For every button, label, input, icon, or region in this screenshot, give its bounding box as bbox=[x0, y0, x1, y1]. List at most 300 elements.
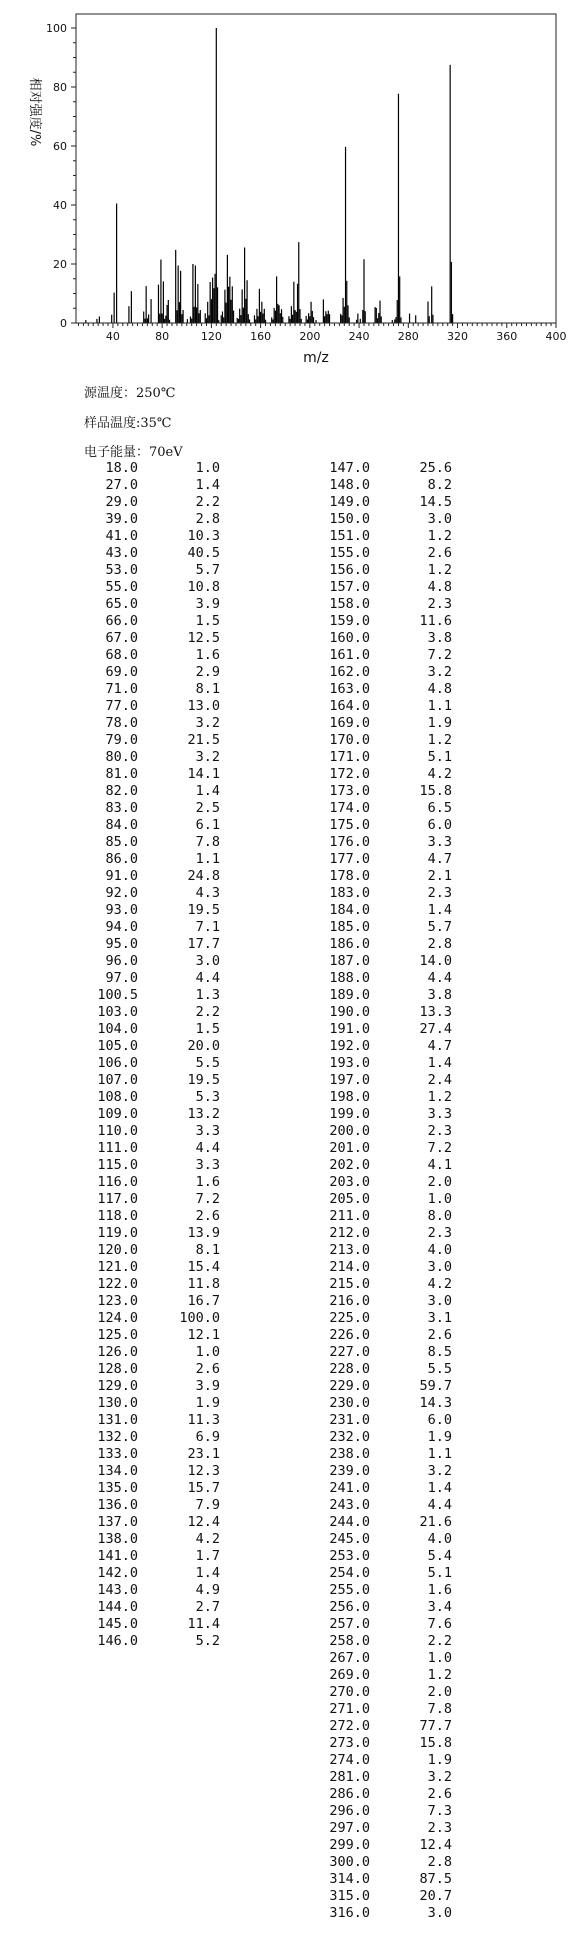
peak-mz: 77.0 bbox=[105, 698, 138, 714]
peak-mz: 41.0 bbox=[105, 528, 138, 544]
peak-mz: 110.0 bbox=[97, 1123, 138, 1139]
peak-mz: 258.0 bbox=[329, 1633, 370, 1649]
peak-abundance: 100.0 bbox=[179, 1310, 220, 1326]
peak-abundance: 1.6 bbox=[427, 1582, 452, 1598]
peak-mz: 123.0 bbox=[97, 1293, 138, 1309]
peak-mz: 29.0 bbox=[105, 494, 138, 510]
peak-abundance: 3.9 bbox=[195, 596, 220, 612]
peak-abundance: 2.0 bbox=[427, 1684, 452, 1700]
peak-abundance: 7.8 bbox=[195, 834, 220, 850]
peak-mz: 103.0 bbox=[97, 1004, 138, 1020]
peak-mz: 108.0 bbox=[97, 1089, 138, 1105]
peak-abundance: 1.1 bbox=[195, 851, 220, 867]
peak-mz: 171.0 bbox=[329, 749, 370, 765]
sample-temperature: 样品温度:35℃ bbox=[84, 416, 172, 431]
peak-mz: 214.0 bbox=[329, 1259, 370, 1275]
peak-abundance: 3.1 bbox=[427, 1310, 452, 1326]
peak-abundance: 1.9 bbox=[427, 715, 452, 731]
peak-abundance: 1.4 bbox=[195, 477, 220, 493]
peak-abundance: 4.1 bbox=[427, 1157, 452, 1173]
peak-mz: 244.0 bbox=[329, 1514, 370, 1530]
peak-mz: 117.0 bbox=[97, 1191, 138, 1207]
spectrum-bars bbox=[86, 28, 453, 323]
peak-mz: 93.0 bbox=[105, 902, 138, 918]
peak-mz: 143.0 bbox=[97, 1582, 138, 1598]
peak-abundance: 2.6 bbox=[427, 1327, 452, 1343]
peak-mz: 286.0 bbox=[329, 1786, 370, 1802]
peak-abundance: 1.4 bbox=[427, 1480, 452, 1496]
peak-mz: 315.0 bbox=[329, 1888, 370, 1904]
peak-abundance: 40.5 bbox=[187, 545, 220, 561]
x-tick-label: 120 bbox=[200, 330, 222, 343]
peak-mz: 225.0 bbox=[329, 1310, 370, 1326]
peak-abundance: 2.3 bbox=[427, 1225, 452, 1241]
peak-mz: 158.0 bbox=[329, 596, 370, 612]
peak-abundance: 3.0 bbox=[427, 511, 452, 527]
x-tick-label: 400 bbox=[545, 330, 567, 343]
peak-mz: 109.0 bbox=[97, 1106, 138, 1122]
peak-mz: 144.0 bbox=[97, 1599, 138, 1615]
peak-mz: 299.0 bbox=[329, 1837, 370, 1853]
peak-abundance: 27.4 bbox=[419, 1021, 452, 1037]
peak-mz: 253.0 bbox=[329, 1548, 370, 1564]
peak-abundance: 2.6 bbox=[195, 1208, 220, 1224]
peak-mz: 156.0 bbox=[329, 562, 370, 578]
peak-abundance: 15.8 bbox=[419, 783, 452, 799]
peak-abundance: 4.3 bbox=[195, 885, 220, 901]
peak-mz: 254.0 bbox=[329, 1565, 370, 1581]
peak-mz: 184.0 bbox=[329, 902, 370, 918]
peak-abundance: 1.3 bbox=[195, 987, 220, 1003]
x-axis-ticks bbox=[78, 323, 566, 343]
peak-mz: 270.0 bbox=[329, 1684, 370, 1700]
peak-mz: 122.0 bbox=[97, 1276, 138, 1292]
peak-mz: 126.0 bbox=[97, 1344, 138, 1360]
peak-abundance: 7.9 bbox=[195, 1497, 220, 1513]
peak-mz: 119.0 bbox=[97, 1225, 138, 1241]
peak-mz: 147.0 bbox=[329, 460, 370, 476]
peak-mz: 201.0 bbox=[329, 1140, 370, 1156]
peak-abundance: 14.0 bbox=[419, 953, 452, 969]
peak-abundance: 4.2 bbox=[427, 1276, 452, 1292]
peak-mz: 67.0 bbox=[105, 630, 138, 646]
peak-abundance: 12.4 bbox=[419, 1837, 452, 1853]
peak-mz: 78.0 bbox=[105, 715, 138, 731]
peak-mz: 151.0 bbox=[329, 528, 370, 544]
peak-abundance: 24.8 bbox=[187, 868, 220, 884]
peak-abundance: 20.0 bbox=[187, 1038, 220, 1054]
peak-abundance: 3.9 bbox=[195, 1378, 220, 1394]
peak-abundance: 1.6 bbox=[195, 1174, 220, 1190]
peak-abundance: 2.3 bbox=[427, 1820, 452, 1836]
peak-abundance: 6.0 bbox=[427, 1412, 452, 1428]
peak-mz: 172.0 bbox=[329, 766, 370, 782]
peak-abundance: 8.2 bbox=[427, 477, 452, 493]
peak-abundance: 5.5 bbox=[427, 1361, 452, 1377]
peak-mz: 238.0 bbox=[329, 1446, 370, 1462]
peak-abundance: 3.0 bbox=[195, 953, 220, 969]
peak-abundance: 1.2 bbox=[427, 562, 452, 578]
peak-abundance: 4.2 bbox=[195, 1531, 220, 1547]
peak-mz: 188.0 bbox=[329, 970, 370, 986]
peak-mz: 176.0 bbox=[329, 834, 370, 850]
peak-mz: 297.0 bbox=[329, 1820, 370, 1836]
peak-mz: 104.0 bbox=[97, 1021, 138, 1037]
peak-abundance: 4.8 bbox=[427, 579, 452, 595]
peak-mz: 97.0 bbox=[105, 970, 138, 986]
peak-mz: 170.0 bbox=[329, 732, 370, 748]
peak-abundance: 1.0 bbox=[195, 460, 220, 476]
peak-mz: 203.0 bbox=[329, 1174, 370, 1190]
peak-mz: 118.0 bbox=[97, 1208, 138, 1224]
peak-mz: 245.0 bbox=[329, 1531, 370, 1547]
peak-mz: 148.0 bbox=[329, 477, 370, 493]
y-axis-ticks bbox=[46, 22, 76, 330]
peak-abundance: 13.2 bbox=[187, 1106, 220, 1122]
peak-abundance: 3.3 bbox=[195, 1157, 220, 1173]
peak-mz: 39.0 bbox=[105, 511, 138, 527]
peak-abundance: 2.6 bbox=[427, 545, 452, 561]
peak-mz: 174.0 bbox=[329, 800, 370, 816]
peak-mz: 197.0 bbox=[329, 1072, 370, 1088]
peak-mz: 192.0 bbox=[329, 1038, 370, 1054]
peak-mz: 200.0 bbox=[329, 1123, 370, 1139]
peak-abundance: 2.2 bbox=[195, 1004, 220, 1020]
peak-abundance: 4.9 bbox=[195, 1582, 220, 1598]
peak-abundance: 1.4 bbox=[195, 1565, 220, 1581]
peak-abundance: 5.1 bbox=[427, 749, 452, 765]
peak-abundance: 7.6 bbox=[427, 1616, 452, 1632]
peak-abundance: 2.3 bbox=[427, 1123, 452, 1139]
peak-abundance: 16.7 bbox=[187, 1293, 220, 1309]
peak-mz: 105.0 bbox=[97, 1038, 138, 1054]
peak-abundance: 4.7 bbox=[427, 851, 452, 867]
peak-abundance: 1.5 bbox=[195, 613, 220, 629]
peak-mz: 216.0 bbox=[329, 1293, 370, 1309]
peak-mz: 193.0 bbox=[329, 1055, 370, 1071]
peak-mz: 120.0 bbox=[97, 1242, 138, 1258]
peak-abundance: 11.6 bbox=[419, 613, 452, 629]
peak-abundance: 3.0 bbox=[427, 1259, 452, 1275]
peak-abundance: 1.2 bbox=[427, 732, 452, 748]
peak-mz: 80.0 bbox=[105, 749, 138, 765]
peak-mz: 187.0 bbox=[329, 953, 370, 969]
y-tick-label: 20 bbox=[53, 258, 67, 271]
peak-abundance: 15.7 bbox=[187, 1480, 220, 1496]
peak-mz: 94.0 bbox=[105, 919, 138, 935]
peak-abundance: 4.8 bbox=[427, 681, 452, 697]
peak-abundance: 1.0 bbox=[427, 1191, 452, 1207]
peak-mz: 198.0 bbox=[329, 1089, 370, 1105]
peak-mz: 178.0 bbox=[329, 868, 370, 884]
peak-mz: 66.0 bbox=[105, 613, 138, 629]
peak-abundance: 3.8 bbox=[427, 630, 452, 646]
peak-mz: 83.0 bbox=[105, 800, 138, 816]
peak-abundance: 10.3 bbox=[187, 528, 220, 544]
peak-abundance: 7.2 bbox=[427, 647, 452, 663]
peak-mz: 133.0 bbox=[97, 1446, 138, 1462]
peak-mz: 300.0 bbox=[329, 1854, 370, 1870]
peak-abundance: 1.4 bbox=[427, 902, 452, 918]
peak-mz: 257.0 bbox=[329, 1616, 370, 1632]
peak-mz: 142.0 bbox=[97, 1565, 138, 1581]
x-tick-label: 280 bbox=[397, 330, 419, 343]
mass-spectrum-chart bbox=[0, 0, 570, 375]
peak-mz: 267.0 bbox=[329, 1650, 370, 1666]
peak-abundance: 1.4 bbox=[427, 1055, 452, 1071]
peak-mz: 255.0 bbox=[329, 1582, 370, 1598]
peak-abundance: 8.1 bbox=[195, 681, 220, 697]
peak-mz: 121.0 bbox=[97, 1259, 138, 1275]
peak-mz: 135.0 bbox=[97, 1480, 138, 1496]
peak-abundance: 4.4 bbox=[427, 970, 452, 986]
peak-mz: 241.0 bbox=[329, 1480, 370, 1496]
peak-abundance: 5.3 bbox=[195, 1089, 220, 1105]
peak-mz: 107.0 bbox=[97, 1072, 138, 1088]
peak-abundance: 2.5 bbox=[195, 800, 220, 816]
peak-mz: 128.0 bbox=[97, 1361, 138, 1377]
x-tick-label: 80 bbox=[155, 330, 170, 343]
peak-mz: 132.0 bbox=[97, 1429, 138, 1445]
peak-mz: 138.0 bbox=[97, 1531, 138, 1547]
peak-abundance: 1.0 bbox=[427, 1650, 452, 1666]
peak-mz: 141.0 bbox=[97, 1548, 138, 1564]
peak-mz: 212.0 bbox=[329, 1225, 370, 1241]
peak-abundance: 10.8 bbox=[187, 579, 220, 595]
peak-mz: 79.0 bbox=[105, 732, 138, 748]
peak-mz: 130.0 bbox=[97, 1395, 138, 1411]
peak-abundance: 3.2 bbox=[427, 1769, 452, 1785]
peak-abundance: 3.3 bbox=[427, 834, 452, 850]
peak-mz: 91.0 bbox=[105, 868, 138, 884]
peak-abundance: 7.1 bbox=[195, 919, 220, 935]
peak-abundance: 2.1 bbox=[427, 868, 452, 884]
peak-mz: 86.0 bbox=[105, 851, 138, 867]
peak-abundance: 5.7 bbox=[427, 919, 452, 935]
peak-mz: 183.0 bbox=[329, 885, 370, 901]
peak-mz: 129.0 bbox=[97, 1378, 138, 1394]
peak-abundance: 2.3 bbox=[427, 596, 452, 612]
peak-abundance: 12.3 bbox=[187, 1463, 220, 1479]
peak-abundance: 17.7 bbox=[187, 936, 220, 952]
peak-mz: 190.0 bbox=[329, 1004, 370, 1020]
plot-frame bbox=[76, 14, 556, 323]
peak-mz: 137.0 bbox=[97, 1514, 138, 1530]
y-tick-label: 40 bbox=[53, 199, 67, 212]
peak-mz: 228.0 bbox=[329, 1361, 370, 1377]
peak-mz: 173.0 bbox=[329, 783, 370, 799]
x-tick-label: 240 bbox=[348, 330, 370, 343]
peak-abundance: 14.3 bbox=[419, 1395, 452, 1411]
peak-abundance: 6.0 bbox=[427, 817, 452, 833]
peak-mz: 231.0 bbox=[329, 1412, 370, 1428]
electron-energy: 电子能量：70eV bbox=[84, 445, 183, 460]
peak-mz: 256.0 bbox=[329, 1599, 370, 1615]
peak-abundance: 19.5 bbox=[187, 902, 220, 918]
peak-mz: 272.0 bbox=[329, 1718, 370, 1734]
peak-abundance: 21.6 bbox=[419, 1514, 452, 1530]
peak-abundance: 3.2 bbox=[195, 749, 220, 765]
peak-abundance: 4.2 bbox=[427, 766, 452, 782]
peak-abundance: 2.2 bbox=[195, 494, 220, 510]
peak-mz: 55.0 bbox=[105, 579, 138, 595]
peak-mz: 199.0 bbox=[329, 1106, 370, 1122]
peak-abundance: 3.2 bbox=[195, 715, 220, 731]
peak-mz: 314.0 bbox=[329, 1871, 370, 1887]
peak-abundance: 7.2 bbox=[195, 1191, 220, 1207]
y-tick-label: 100 bbox=[46, 22, 67, 35]
peak-mz: 71.0 bbox=[105, 681, 138, 697]
peak-abundance: 2.9 bbox=[195, 664, 220, 680]
peak-abundance: 7.3 bbox=[427, 1803, 452, 1819]
peak-mz: 163.0 bbox=[329, 681, 370, 697]
peak-mz: 96.0 bbox=[105, 953, 138, 969]
peak-abundance: 1.2 bbox=[427, 1089, 452, 1105]
peak-mz: 226.0 bbox=[329, 1327, 370, 1343]
peak-abundance: 3.3 bbox=[195, 1123, 220, 1139]
peak-abundance: 4.4 bbox=[427, 1497, 452, 1513]
peak-abundance: 2.8 bbox=[195, 511, 220, 527]
peak-mz: 85.0 bbox=[105, 834, 138, 850]
peak-mz: 189.0 bbox=[329, 987, 370, 1003]
peak-abundance: 4.0 bbox=[427, 1242, 452, 1258]
peak-abundance: 3.2 bbox=[427, 664, 452, 680]
peak-mz: 131.0 bbox=[97, 1412, 138, 1428]
peak-abundance: 8.0 bbox=[427, 1208, 452, 1224]
peak-mz: 274.0 bbox=[329, 1752, 370, 1768]
peak-abundance: 1.2 bbox=[427, 1667, 452, 1683]
peak-abundance: 13.3 bbox=[419, 1004, 452, 1020]
peak-abundance: 23.1 bbox=[187, 1446, 220, 1462]
peak-abundance: 13.9 bbox=[187, 1225, 220, 1241]
peak-abundance: 15.4 bbox=[187, 1259, 220, 1275]
peak-abundance: 2.8 bbox=[427, 1854, 452, 1870]
peak-abundance: 5.5 bbox=[195, 1055, 220, 1071]
peak-abundance: 1.1 bbox=[427, 698, 452, 714]
peak-abundance: 2.6 bbox=[427, 1786, 452, 1802]
peak-mz: 149.0 bbox=[329, 494, 370, 510]
peak-abundance: 3.3 bbox=[427, 1106, 452, 1122]
peak-mz: 227.0 bbox=[329, 1344, 370, 1360]
peak-mz: 124.0 bbox=[97, 1310, 138, 1326]
peak-mz: 69.0 bbox=[105, 664, 138, 680]
peak-abundance: 15.8 bbox=[419, 1735, 452, 1751]
peak-mz: 243.0 bbox=[329, 1497, 370, 1513]
peak-abundance: 21.5 bbox=[187, 732, 220, 748]
peak-abundance: 2.3 bbox=[427, 885, 452, 901]
peak-abundance: 2.7 bbox=[195, 1599, 220, 1615]
peak-mz: 65.0 bbox=[105, 596, 138, 612]
y-tick-label: 60 bbox=[53, 140, 67, 153]
peak-mz: 232.0 bbox=[329, 1429, 370, 1445]
peak-abundance: 1.9 bbox=[195, 1395, 220, 1411]
x-axis-label: m/z bbox=[303, 350, 329, 366]
peak-mz: 296.0 bbox=[329, 1803, 370, 1819]
peak-mz: 136.0 bbox=[97, 1497, 138, 1513]
peak-abundance: 12.5 bbox=[187, 630, 220, 646]
peak-abundance: 7.8 bbox=[427, 1701, 452, 1717]
peak-mz: 84.0 bbox=[105, 817, 138, 833]
x-tick-label: 160 bbox=[250, 330, 272, 343]
peak-mz: 95.0 bbox=[105, 936, 138, 952]
peak-mz: 211.0 bbox=[329, 1208, 370, 1224]
peak-mz: 146.0 bbox=[97, 1633, 138, 1649]
peak-abundance: 3.0 bbox=[427, 1293, 452, 1309]
peak-abundance: 5.4 bbox=[427, 1548, 452, 1564]
peak-abundance: 2.0 bbox=[427, 1174, 452, 1190]
peak-abundance: 14.5 bbox=[419, 494, 452, 510]
peak-mz: 43.0 bbox=[105, 545, 138, 561]
peak-abundance: 2.6 bbox=[195, 1361, 220, 1377]
peak-abundance: 3.0 bbox=[427, 1905, 452, 1921]
peak-mz: 202.0 bbox=[329, 1157, 370, 1173]
peak-mz: 115.0 bbox=[97, 1157, 138, 1173]
peak-abundance: 1.5 bbox=[195, 1021, 220, 1037]
peak-abundance: 11.4 bbox=[187, 1616, 220, 1632]
peak-mz: 162.0 bbox=[329, 664, 370, 680]
peak-abundance: 13.0 bbox=[187, 698, 220, 714]
y-axis-label: 相对强度/% bbox=[27, 77, 42, 147]
peak-abundance: 20.7 bbox=[419, 1888, 452, 1904]
peak-abundance: 19.5 bbox=[187, 1072, 220, 1088]
peak-mz: 159.0 bbox=[329, 613, 370, 629]
peak-mz: 273.0 bbox=[329, 1735, 370, 1751]
peak-abundance: 11.8 bbox=[187, 1276, 220, 1292]
y-tick-label: 80 bbox=[53, 81, 67, 94]
peak-abundance: 4.4 bbox=[195, 1140, 220, 1156]
source-temperature: 源温度：250℃ bbox=[84, 386, 176, 401]
x-tick-label: 360 bbox=[496, 330, 518, 343]
y-tick-label: 0 bbox=[60, 317, 67, 330]
peak-abundance: 12.4 bbox=[187, 1514, 220, 1530]
peak-mz: 68.0 bbox=[105, 647, 138, 663]
peak-mz: 229.0 bbox=[329, 1378, 370, 1394]
peak-mz: 230.0 bbox=[329, 1395, 370, 1411]
peak-mz: 164.0 bbox=[329, 698, 370, 714]
peak-mz: 239.0 bbox=[329, 1463, 370, 1479]
peak-abundance: 5.2 bbox=[195, 1633, 220, 1649]
peak-abundance: 11.3 bbox=[187, 1412, 220, 1428]
peak-abundance: 1.9 bbox=[427, 1429, 452, 1445]
peak-mz: 134.0 bbox=[97, 1463, 138, 1479]
peak-mz: 213.0 bbox=[329, 1242, 370, 1258]
peak-mz: 269.0 bbox=[329, 1667, 370, 1683]
peak-mz: 27.0 bbox=[105, 477, 138, 493]
peak-abundance: 2.8 bbox=[427, 936, 452, 952]
peak-mz: 215.0 bbox=[329, 1276, 370, 1292]
peak-mz: 205.0 bbox=[329, 1191, 370, 1207]
peak-mz: 161.0 bbox=[329, 647, 370, 663]
peak-mz: 160.0 bbox=[329, 630, 370, 646]
peak-mz: 271.0 bbox=[329, 1701, 370, 1717]
peak-abundance: 5.7 bbox=[195, 562, 220, 578]
peak-mz: 18.0 bbox=[105, 460, 138, 476]
peak-abundance: 1.9 bbox=[427, 1752, 452, 1768]
peak-abundance: 4.7 bbox=[427, 1038, 452, 1054]
peak-abundance: 7.2 bbox=[427, 1140, 452, 1156]
peak-abundance: 2.4 bbox=[427, 1072, 452, 1088]
x-tick-label: 320 bbox=[447, 330, 469, 343]
peak-abundance: 1.7 bbox=[195, 1548, 220, 1564]
peak-abundance: 4.0 bbox=[427, 1531, 452, 1547]
peak-abundance: 5.1 bbox=[427, 1565, 452, 1581]
peak-mz: 316.0 bbox=[329, 1905, 370, 1921]
peak-mz: 185.0 bbox=[329, 919, 370, 935]
peak-abundance: 2.2 bbox=[427, 1633, 452, 1649]
peak-abundance: 6.5 bbox=[427, 800, 452, 816]
peak-mz: 177.0 bbox=[329, 851, 370, 867]
peak-mz: 186.0 bbox=[329, 936, 370, 952]
